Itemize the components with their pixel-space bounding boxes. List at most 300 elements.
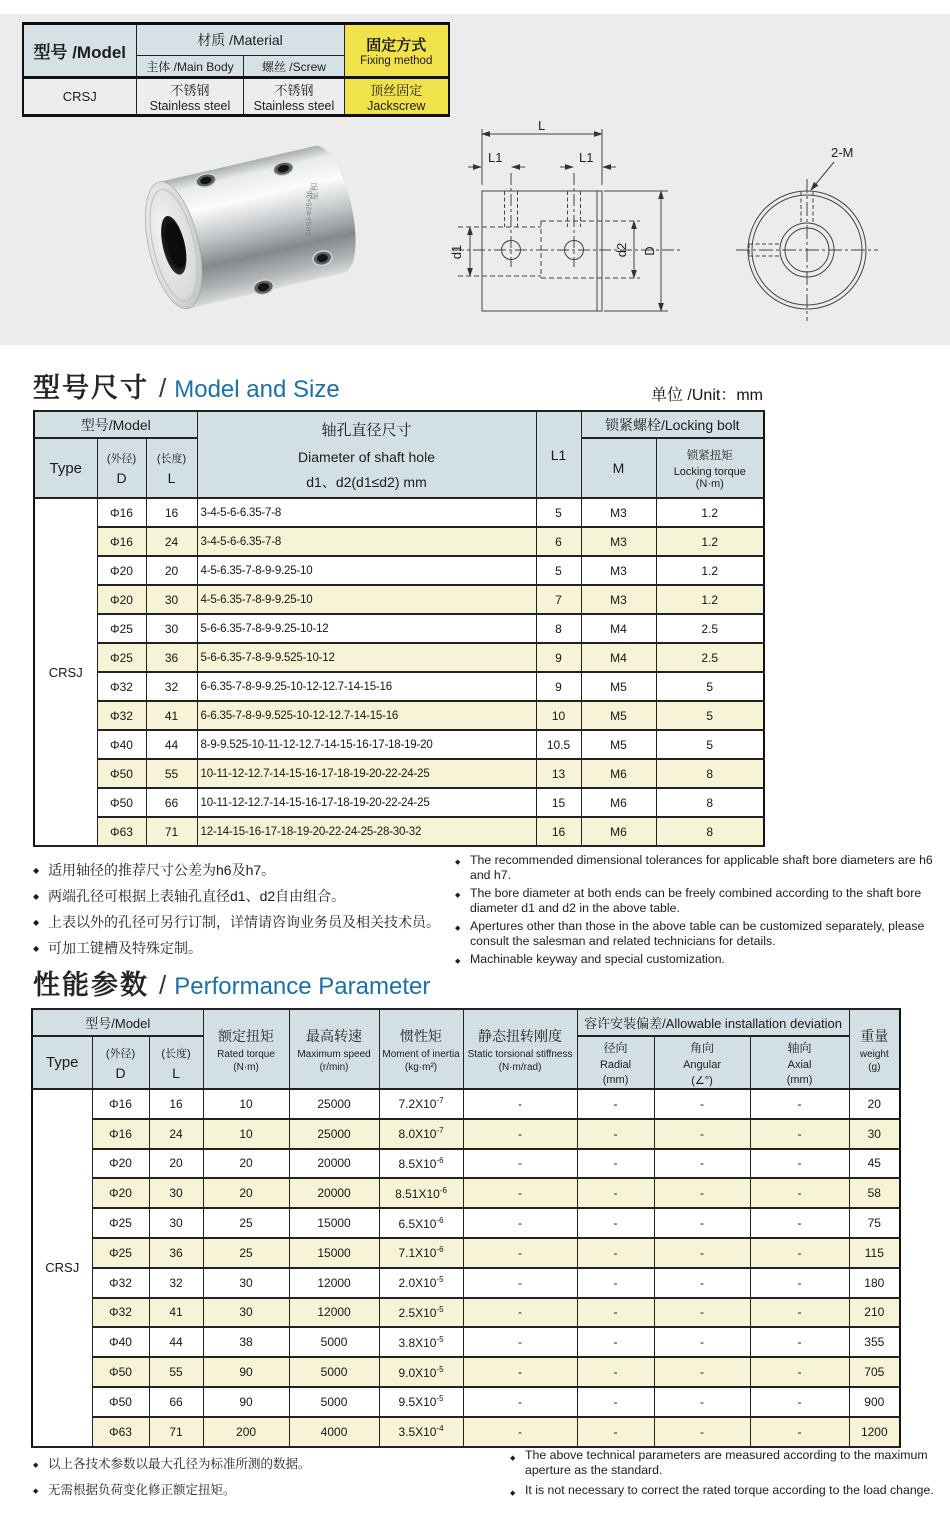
- cell: 16: [149, 1089, 203, 1119]
- cell: M3: [581, 556, 656, 585]
- stiffness-cn: 静态扭转刚度: [478, 1027, 563, 1044]
- cell: 8-9-9.525-10-11-12-12.7-14-15-16-17-18-19-20: [197, 730, 536, 759]
- cell: 5: [536, 556, 581, 585]
- cell: Φ32: [92, 1298, 149, 1328]
- cell: 5000: [289, 1327, 379, 1357]
- table-row: [32, 1387, 900, 1417]
- spec-screw-header: 螺丝 /Screw: [244, 56, 344, 78]
- engraving-brand: 星和: [309, 182, 320, 201]
- cell: -: [750, 1178, 849, 1208]
- cell: 10-11-12-12.7-14-15-16-17-18-19-20-22-24-25: [197, 788, 536, 817]
- cell: Φ16: [92, 1089, 149, 1119]
- torque-cn: 锁紧扭矩: [686, 449, 733, 462]
- cell: 15: [536, 788, 581, 817]
- weight-unit: (g): [868, 1061, 881, 1073]
- cell: -: [750, 1119, 849, 1149]
- cell: -: [577, 1149, 654, 1179]
- cell: 36: [146, 643, 197, 672]
- cell: 6: [536, 527, 581, 556]
- section-title-slash: /: [159, 970, 167, 1000]
- spec-screw-value: [244, 78, 344, 116]
- weight-header: [849, 1009, 900, 1089]
- cell: -: [463, 1208, 577, 1238]
- cell: M6: [581, 759, 656, 788]
- inertia-header: [379, 1009, 463, 1089]
- screw-callout-label: 2-M: [831, 145, 854, 160]
- mainbody-cn: 不锈钢: [170, 83, 210, 98]
- cell: 25000: [289, 1119, 379, 1149]
- cell: 5: [656, 672, 764, 701]
- note-item: ◆ 可加工键槽及特殊定制。: [33, 935, 453, 961]
- axial-header: [750, 1036, 849, 1089]
- cell: 41: [149, 1298, 203, 1328]
- cell: 8: [656, 817, 764, 846]
- spec-material-header: 材质 /Material: [136, 24, 344, 56]
- table-row: [34, 498, 764, 527]
- note-item: ◆ The recommended dimensional tolerances for applicable shaft bore diameters are h6 and h7.: [455, 853, 935, 882]
- l-label: L: [172, 1064, 180, 1081]
- cell: 5-6-6.35-7-8-9-9.25-10-12: [197, 614, 536, 643]
- note-item: ◆ 两端孔径可根据上表轴孔直径d1、d2自由组合。: [33, 883, 453, 909]
- locking-bolt-group-header: 锁紧螺栓/Locking bolt: [581, 411, 764, 438]
- table-row: [34, 817, 764, 846]
- table-row: [34, 759, 764, 788]
- length-header: [149, 1036, 203, 1089]
- cell: $9.5X10^{-5}$: [379, 1387, 463, 1417]
- radial-cn: 径向: [603, 1041, 628, 1055]
- type-cell: CRSJ: [32, 1089, 92, 1447]
- material-spec-table: [22, 22, 450, 117]
- dim-label-L1-left: L1: [488, 150, 503, 165]
- cell: 25: [203, 1238, 289, 1268]
- engraving-model: CRSJ-Φ25×36: [305, 190, 314, 237]
- angular-unit: (∠°): [691, 1074, 713, 1087]
- cell: 66: [149, 1387, 203, 1417]
- cell: 10: [203, 1089, 289, 1119]
- section-title-cn: 性能参数: [33, 970, 149, 1000]
- note-item: ◆ The bore diameter at both ends can be freely combined according to the shaft bore diameter d1 and d2 in the above table.: [455, 886, 935, 915]
- cell: 55: [149, 1357, 203, 1387]
- cell: -: [577, 1298, 654, 1328]
- speed-en: Maximum speed: [297, 1048, 371, 1060]
- cell: 90: [203, 1357, 289, 1387]
- cell: -: [750, 1268, 849, 1298]
- cell: $7.2X10^{-7}$: [379, 1089, 463, 1119]
- cell: 20000: [289, 1178, 379, 1208]
- cell: Φ16: [92, 1119, 149, 1149]
- spec-model-value: CRSJ: [23, 78, 136, 116]
- cell: 20: [849, 1089, 900, 1119]
- cell: -: [463, 1357, 577, 1387]
- cell: 30: [849, 1119, 900, 1149]
- cell: 6-6.35-7-8-9-9.525-10-12-12.7-14-15-16: [197, 701, 536, 730]
- l-paren: (长度): [156, 453, 187, 465]
- cell: Φ32: [92, 1268, 149, 1298]
- cell: Φ32: [97, 701, 146, 730]
- cell: -: [463, 1387, 577, 1417]
- performance-table: [31, 1008, 901, 1448]
- cell: 30: [146, 585, 197, 614]
- d-label: D: [116, 470, 127, 486]
- cell: 12000: [289, 1298, 379, 1328]
- cell: 2.5: [656, 614, 764, 643]
- cell: 1.2: [656, 498, 764, 527]
- cell: 5: [656, 730, 764, 759]
- cell: Φ63: [92, 1417, 149, 1447]
- torque-unit: (N·m): [695, 477, 724, 490]
- table-row: [34, 788, 764, 817]
- cell: -: [750, 1089, 849, 1119]
- cell: Φ16: [97, 498, 146, 527]
- cell: Φ20: [92, 1149, 149, 1179]
- cell: -: [654, 1417, 750, 1447]
- cell: Φ50: [97, 759, 146, 788]
- cell: -: [463, 1178, 577, 1208]
- fixing-header-en: Fixing method: [360, 55, 433, 67]
- cell: -: [463, 1298, 577, 1328]
- cell: 38: [203, 1327, 289, 1357]
- shaft-hole-header: [197, 411, 536, 498]
- rated-en: Rated torque: [217, 1048, 275, 1060]
- cell: -: [654, 1357, 750, 1387]
- cell: 8: [656, 759, 764, 788]
- cell: Φ20: [97, 556, 146, 585]
- technical-drawing: [448, 115, 948, 350]
- cell: 20000: [289, 1149, 379, 1179]
- cell: $2.0X10^{-5}$: [379, 1268, 463, 1298]
- cell: 30: [149, 1178, 203, 1208]
- note-item: ◆ 适用轴径的推荐尺寸公差为h6及h7。: [33, 857, 453, 883]
- cell: 44: [149, 1327, 203, 1357]
- spec-mainbody-header: 主体 /Main Body: [136, 56, 244, 78]
- table-row: [34, 701, 764, 730]
- deviation-group-header: 容许安装偏差/Allowable installation deviation: [577, 1009, 849, 1036]
- cell: Φ25: [97, 614, 146, 643]
- locking-torque-header: [656, 438, 764, 498]
- cell: Φ50: [92, 1357, 149, 1387]
- cell: 20: [203, 1178, 289, 1208]
- max-speed-header: [289, 1009, 379, 1089]
- cell: 20: [149, 1149, 203, 1179]
- size-notes-cn: [33, 857, 453, 961]
- section-title-en: Performance Parameter: [174, 973, 431, 1000]
- cell: -: [654, 1208, 750, 1238]
- cell: $3.5X10^{-4}$: [379, 1417, 463, 1447]
- spec-fixing-value: [344, 78, 449, 116]
- cell: 5000: [289, 1387, 379, 1417]
- screw-en: Stainless steel: [253, 99, 335, 113]
- cell: -: [463, 1119, 577, 1149]
- table-row: [34, 556, 764, 585]
- cell: 1200: [849, 1417, 900, 1447]
- cell: M6: [581, 788, 656, 817]
- perf-notes-cn: [33, 1451, 473, 1503]
- table-row: [32, 1268, 900, 1298]
- note-item: ◆ 上表以外的孔径可另行订制，详情请咨询业务员及相关技术员。: [33, 909, 453, 935]
- cell: M3: [581, 585, 656, 614]
- type-header: Type: [32, 1036, 92, 1089]
- cell: Φ20: [92, 1178, 149, 1208]
- cell: 10: [536, 701, 581, 730]
- length-header: [146, 438, 197, 498]
- cell: -: [750, 1149, 849, 1179]
- cell: $8.51X10^{-6}$: [379, 1178, 463, 1208]
- cell: 71: [149, 1417, 203, 1447]
- cell: 15000: [289, 1238, 379, 1268]
- table-row: [32, 1298, 900, 1328]
- cell: 180: [849, 1268, 900, 1298]
- cell: 10: [203, 1119, 289, 1149]
- cell: Φ25: [97, 643, 146, 672]
- cell: -: [463, 1089, 577, 1119]
- section-title-performance: [33, 963, 430, 1002]
- side-view-outline: [482, 191, 602, 311]
- cell: 13: [536, 759, 581, 788]
- perf-notes-en: [510, 1448, 935, 1503]
- cell: -: [750, 1327, 849, 1357]
- cell: 200: [203, 1417, 289, 1447]
- cell: 55: [146, 759, 197, 788]
- section-title-cn: 型号尺寸: [33, 373, 149, 403]
- table-row: [32, 1417, 900, 1447]
- d-paren: (外径): [106, 453, 137, 465]
- dim-label-d2: d2: [614, 242, 629, 258]
- d-label: D: [115, 1064, 126, 1081]
- section-title-slash: /: [159, 373, 167, 403]
- type-header: Type: [34, 438, 97, 498]
- cell: -: [654, 1119, 750, 1149]
- cell: M4: [581, 643, 656, 672]
- cell: $8.0X10^{-7}$: [379, 1119, 463, 1149]
- cell: -: [577, 1119, 654, 1149]
- radial-header: [577, 1036, 654, 1089]
- cell: -: [750, 1208, 849, 1238]
- cell: 12-14-15-16-17-18-19-20-22-24-25-28-30-32: [197, 817, 536, 846]
- inertia-cn: 惯性矩: [400, 1027, 443, 1044]
- inertia-en: Moment of inertia: [382, 1048, 460, 1060]
- spec-mainbody-value: [136, 78, 244, 116]
- cell: $9.0X10^{-5}$: [379, 1357, 463, 1387]
- table-row: [32, 1238, 900, 1268]
- cell: 15000: [289, 1208, 379, 1238]
- cell: 10-11-12-12.7-14-15-16-17-18-19-20-22-24-25: [197, 759, 536, 788]
- outer-diameter-header: [92, 1036, 149, 1089]
- l-paren: (长度): [161, 1047, 191, 1060]
- cell: 12000: [289, 1268, 379, 1298]
- cell: -: [750, 1387, 849, 1417]
- cell: 900: [849, 1387, 900, 1417]
- cell: 1.2: [656, 585, 764, 614]
- rated-torque-header: [203, 1009, 289, 1089]
- cell: 6-6.35-7-8-9-9.25-10-12-12.7-14-15-16: [197, 672, 536, 701]
- m-header: M: [581, 438, 656, 498]
- cell: Φ63: [97, 817, 146, 846]
- cell: -: [654, 1387, 750, 1417]
- cell: 30: [203, 1298, 289, 1328]
- cell: -: [463, 1149, 577, 1179]
- radial-unit: (mm): [602, 1074, 629, 1086]
- table-row: [32, 1208, 900, 1238]
- cell: 75: [849, 1208, 900, 1238]
- cell: 30: [203, 1268, 289, 1298]
- cell: 24: [146, 527, 197, 556]
- table-row: [32, 1327, 900, 1357]
- cell: -: [577, 1208, 654, 1238]
- angular-cn: 角向: [690, 1040, 715, 1055]
- weight-cn: 重量: [860, 1027, 889, 1044]
- cell: M3: [581, 527, 656, 556]
- stiffness-unit: (N·m/rad): [498, 1061, 542, 1073]
- cell: 32: [146, 672, 197, 701]
- cell: -: [750, 1357, 849, 1387]
- cell: -: [577, 1357, 654, 1387]
- cell: -: [654, 1238, 750, 1268]
- table-row: [34, 643, 764, 672]
- table-row: [32, 1357, 900, 1387]
- cell: -: [577, 1268, 654, 1298]
- cell: 5-6-6.35-7-8-9-9.525-10-12: [197, 643, 536, 672]
- cell: 355: [849, 1327, 900, 1357]
- weight-en: weight: [859, 1048, 889, 1060]
- spec-model-header: 型号 /Model: [23, 24, 136, 78]
- cell: 45: [849, 1149, 900, 1179]
- l1-header: L1: [536, 411, 581, 498]
- cell: -: [577, 1089, 654, 1119]
- cell: M5: [581, 730, 656, 759]
- section-title-en: Model and Size: [174, 376, 340, 403]
- cell: -: [577, 1417, 654, 1447]
- cell: -: [463, 1327, 577, 1357]
- cell: -: [577, 1327, 654, 1357]
- mainbody-en: Stainless steel: [149, 99, 231, 113]
- axial-en: Axial: [787, 1059, 812, 1071]
- cell: 115: [849, 1238, 900, 1268]
- table-row: [34, 585, 764, 614]
- cell: 10.5: [536, 730, 581, 759]
- cell: 16: [146, 498, 197, 527]
- cell: 1.2: [656, 556, 764, 585]
- fixing-header-cn: 固定方式: [366, 37, 427, 54]
- note-item: ◆ The above technical parameters are measured according to the maximum aperture as the standard.: [510, 1448, 935, 1478]
- hole-header-range: d1、d2(d1≤d2) mm: [306, 474, 427, 490]
- model-size-table: [33, 410, 765, 847]
- cell: -: [654, 1149, 750, 1179]
- cell: Φ40: [97, 730, 146, 759]
- note-item: ◆ Apertures other than those in the above table can be customized separately, please consult the salesman and related technicians for details.: [455, 919, 935, 948]
- cell: 32: [149, 1268, 203, 1298]
- dim-label-d1: d1: [449, 244, 464, 260]
- cell: $7.1X10^{-6}$: [379, 1238, 463, 1268]
- stiffness-header: [463, 1009, 577, 1089]
- table-row: [32, 1178, 900, 1208]
- cell: 58: [849, 1178, 900, 1208]
- cell: -: [654, 1268, 750, 1298]
- cell: M6: [581, 817, 656, 846]
- cell: 16: [536, 817, 581, 846]
- cell: 3-4-5-6-6.35-7-8: [197, 498, 536, 527]
- cell: $8.5X10^{-6}$: [379, 1149, 463, 1179]
- speed-cn: 最高转速: [306, 1027, 363, 1044]
- cell: Φ25: [92, 1238, 149, 1268]
- cell: -: [654, 1089, 750, 1119]
- cell: -: [577, 1387, 654, 1417]
- cell: 4-5-6.35-7-8-9-9.25-10: [197, 556, 536, 585]
- note-item: ◆ Machinable keyway and special customization.: [455, 952, 935, 967]
- cell: Φ32: [97, 672, 146, 701]
- cell: -: [750, 1238, 849, 1268]
- rated-cn: 额定扭矩: [218, 1027, 275, 1044]
- table-row: [34, 614, 764, 643]
- cell: 8: [536, 614, 581, 643]
- angular-header: [654, 1036, 750, 1089]
- cell: M5: [581, 701, 656, 730]
- cell: 4000: [289, 1417, 379, 1447]
- cell: 4-5-6.35-7-8-9-9.25-10: [197, 585, 536, 614]
- fixing-value-cn: 顶丝固定: [370, 83, 423, 98]
- radial-en: Radial: [599, 1059, 632, 1071]
- cell: 1.2: [656, 527, 764, 556]
- dim-label-L: L: [538, 118, 546, 133]
- cell: 5: [656, 701, 764, 730]
- cell: Φ20: [97, 585, 146, 614]
- torque-en: Locking torque: [673, 465, 746, 478]
- note-item: ◆ 无需根据负荷变化修正额定扭矩。: [33, 1477, 473, 1503]
- cell: 30: [149, 1208, 203, 1238]
- hole-header-en: Diameter of shaft hole: [298, 449, 435, 465]
- table-row: [32, 1149, 900, 1179]
- cell: 210: [849, 1298, 900, 1328]
- cell: M5: [581, 672, 656, 701]
- d-paren: (外径): [105, 1047, 136, 1060]
- cell: -: [463, 1417, 577, 1447]
- cell: Φ50: [92, 1387, 149, 1417]
- cell: -: [463, 1268, 577, 1298]
- rated-unit: (N·m): [233, 1061, 259, 1073]
- cell: M4: [581, 614, 656, 643]
- cell: Φ16: [97, 527, 146, 556]
- cell: 8: [656, 788, 764, 817]
- axial-cn: 轴向: [787, 1041, 812, 1055]
- cell: 66: [146, 788, 197, 817]
- screw-cn: 不锈钢: [274, 83, 314, 98]
- cell: 5000: [289, 1357, 379, 1387]
- outer-diameter-header: [97, 438, 146, 498]
- cell: 44: [146, 730, 197, 759]
- axial-unit: (mm): [786, 1074, 813, 1086]
- angular-en: Angular: [683, 1058, 721, 1071]
- inertia-unit: (kg·m²): [404, 1061, 438, 1073]
- cell: -: [654, 1298, 750, 1328]
- cell: M3: [581, 498, 656, 527]
- table-row: [34, 527, 764, 556]
- cell: 9: [536, 643, 581, 672]
- stiffness-en: Static torsional stiffness: [467, 1048, 573, 1060]
- cell: Φ25: [92, 1208, 149, 1238]
- cell: -: [463, 1238, 577, 1268]
- cell: $3.8X10^{-5}$: [379, 1327, 463, 1357]
- model-group-header: 型号/Model: [34, 411, 197, 438]
- cell: -: [577, 1238, 654, 1268]
- cell: 30: [146, 614, 197, 643]
- cell: -: [654, 1327, 750, 1357]
- cell: 20: [203, 1149, 289, 1179]
- speed-unit: (r/min): [319, 1061, 349, 1073]
- fixing-value-en: Jackscrew: [367, 99, 426, 113]
- table-row: [32, 1089, 900, 1119]
- cell: Φ50: [97, 788, 146, 817]
- hole-header-cn: 轴孔直径尺寸: [321, 422, 412, 439]
- cell: 24: [149, 1119, 203, 1149]
